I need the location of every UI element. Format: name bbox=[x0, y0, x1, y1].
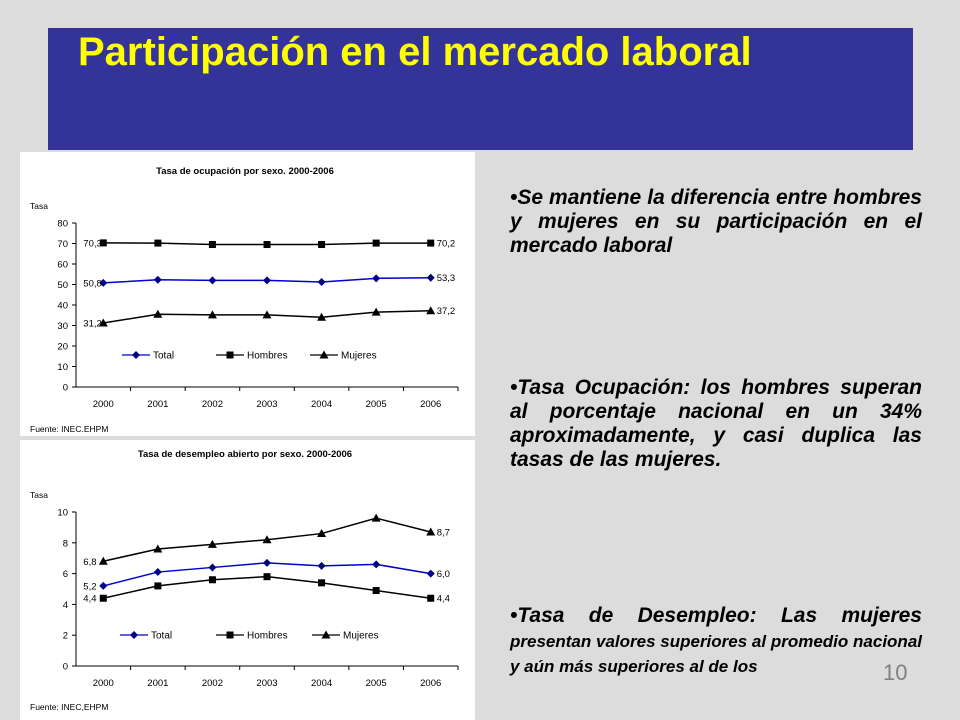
data-point-hombres bbox=[100, 595, 107, 602]
bullet-diferencia: •Se mantiene la diferencia entre hombres y mujeres en su participación en el mercado laboral bbox=[510, 186, 922, 257]
data-point-total bbox=[427, 570, 435, 578]
legend-marker bbox=[227, 632, 234, 639]
legend-marker bbox=[130, 631, 138, 639]
legend-label: Total bbox=[153, 350, 175, 362]
legend-label: Mujeres bbox=[343, 630, 379, 642]
x-tick-label: 2004 bbox=[311, 399, 333, 410]
y-tick-label: 6 bbox=[62, 569, 68, 581]
data-point-total bbox=[208, 276, 216, 284]
data-point-total bbox=[263, 559, 271, 567]
data-point-hombres bbox=[427, 595, 434, 602]
y-tick-label: 8 bbox=[62, 538, 68, 550]
x-tick-label: 2000 bbox=[92, 678, 114, 689]
data-label: 4,4 bbox=[436, 593, 450, 605]
y-tick-label: 0 bbox=[62, 382, 68, 394]
chart-title: Tasa de ocupación por sexo. 2000-2006 bbox=[156, 166, 334, 177]
data-point-hombres bbox=[154, 582, 161, 589]
x-tick-label: 2006 bbox=[420, 678, 442, 689]
chart-desempleo-panel bbox=[20, 440, 475, 720]
data-point-hombres bbox=[427, 240, 434, 247]
legend-label: Hombres bbox=[247, 350, 288, 362]
x-tick-label: 2001 bbox=[147, 399, 169, 410]
data-label: 50,8 bbox=[83, 278, 102, 290]
y-tick-label: 4 bbox=[62, 599, 68, 611]
data-label: 37,2 bbox=[436, 306, 456, 318]
legend-label: Hombres bbox=[247, 630, 288, 642]
data-point-total bbox=[263, 276, 271, 284]
data-label: 6,8 bbox=[83, 556, 97, 568]
data-point-hombres bbox=[264, 573, 271, 580]
data-point-total bbox=[154, 276, 162, 284]
chart-source: Fuente: INEC.EHPM bbox=[30, 424, 109, 434]
y-tick-label: 70 bbox=[57, 239, 68, 250]
data-label: 5,2 bbox=[83, 581, 97, 593]
data-point-total bbox=[208, 563, 216, 571]
y-axis-label: Tasa bbox=[30, 490, 48, 500]
x-tick-label: 2003 bbox=[256, 678, 278, 689]
bullet-tasa-desempleo bbox=[510, 604, 922, 679]
chart-ocupacion bbox=[20, 152, 475, 436]
data-label: 53,3 bbox=[436, 273, 456, 285]
y-tick-label: 2 bbox=[62, 630, 68, 642]
data-label: 31,2 bbox=[83, 318, 102, 330]
bullet-tasa-ocupacion: •Tasa Ocupación: los hombres superan al porcentaje nacional en un 34% aproximadamente, y casi duplica las tasas de las mujeres. bbox=[510, 376, 922, 471]
data-point-total bbox=[99, 582, 107, 590]
x-tick-label: 2002 bbox=[201, 399, 223, 410]
chart-ocupacion-panel bbox=[20, 152, 475, 436]
data-point-total bbox=[318, 562, 326, 570]
y-tick-label: 80 bbox=[57, 218, 68, 230]
x-tick-label: 2006 bbox=[420, 399, 442, 410]
data-point-total bbox=[372, 560, 380, 568]
data-point-hombres bbox=[154, 240, 161, 247]
chart-desempleo bbox=[20, 440, 475, 720]
y-axis-label: Tasa bbox=[30, 201, 48, 211]
y-tick-label: 50 bbox=[57, 280, 68, 291]
legend-label: Total bbox=[151, 630, 173, 642]
data-point-hombres bbox=[373, 587, 380, 594]
slide-title: Participación en el mercado laboral bbox=[78, 30, 752, 74]
y-tick-label: 0 bbox=[62, 661, 68, 673]
data-point-mujeres bbox=[372, 514, 381, 522]
data-point-total bbox=[154, 568, 162, 576]
legend-label: Mujeres bbox=[341, 350, 377, 362]
x-tick-label: 2005 bbox=[365, 678, 387, 689]
data-label: 6,0 bbox=[436, 569, 450, 581]
x-tick-label: 2004 bbox=[311, 678, 333, 689]
data-label: 70,2 bbox=[436, 238, 456, 250]
bullet-desempleo-rest: presentan valores superiores al promedio nacional y aún más superiores al de los bbox=[510, 632, 922, 676]
legend-marker bbox=[227, 352, 234, 359]
data-point-hombres bbox=[373, 240, 380, 247]
x-tick-label: 2000 bbox=[92, 399, 114, 410]
legend-marker bbox=[132, 351, 140, 359]
y-tick-label: 10 bbox=[57, 507, 68, 519]
data-label: 70,3 bbox=[83, 238, 102, 250]
y-tick-label: 40 bbox=[57, 300, 68, 312]
chart-title: Tasa de desempleo abierto por sexo. 2000-2006 bbox=[137, 449, 353, 460]
y-tick-label: 20 bbox=[57, 341, 68, 353]
title-bar bbox=[48, 28, 913, 150]
data-point-hombres bbox=[318, 579, 325, 586]
data-point-hombres bbox=[318, 241, 325, 248]
x-tick-label: 2005 bbox=[365, 399, 387, 410]
page-number: 10 bbox=[883, 660, 908, 685]
data-point-total bbox=[427, 274, 435, 282]
data-point-hombres bbox=[209, 576, 216, 583]
x-tick-label: 2001 bbox=[147, 678, 169, 689]
data-label: 4,4 bbox=[83, 593, 97, 605]
chart-source: Fuente: INEC,EHPM bbox=[30, 702, 109, 712]
data-label: 8,7 bbox=[436, 527, 450, 539]
data-point-total bbox=[318, 278, 326, 286]
y-tick-label: 60 bbox=[57, 259, 68, 271]
y-tick-label: 10 bbox=[57, 362, 68, 373]
data-point-hombres bbox=[264, 241, 271, 248]
y-tick-label: 30 bbox=[57, 321, 68, 332]
data-point-total bbox=[372, 274, 380, 282]
x-tick-label: 2002 bbox=[201, 678, 223, 689]
x-tick-label: 2003 bbox=[256, 399, 278, 410]
bullet-desempleo-lead: •Tasa de Desempleo: Las mujeres bbox=[510, 604, 922, 627]
data-point-hombres bbox=[209, 241, 216, 248]
